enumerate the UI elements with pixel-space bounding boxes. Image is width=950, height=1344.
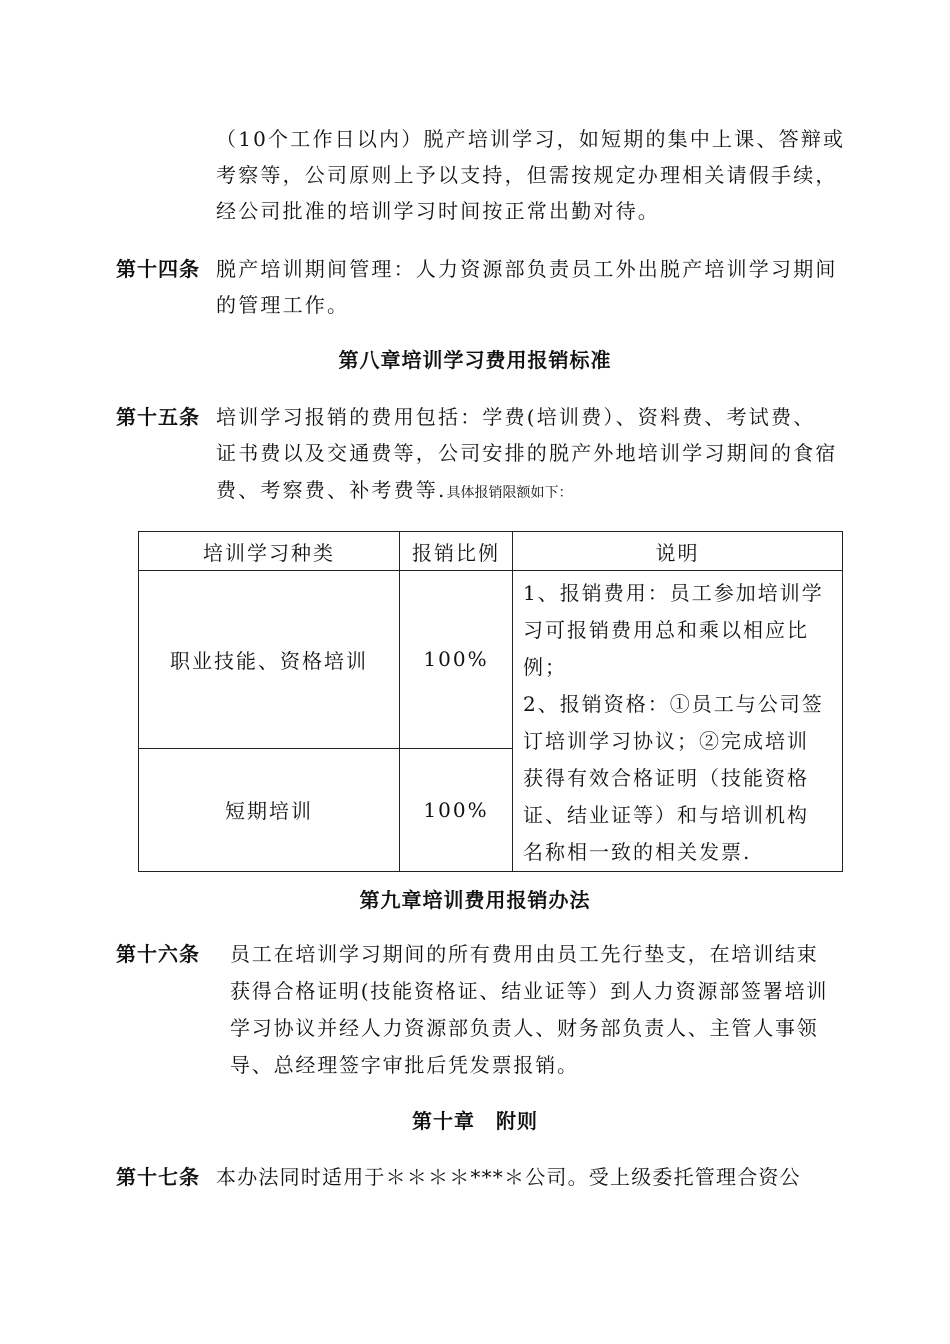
ratio-cell: 100% [400,571,513,749]
chapter-heading: 第十章 附则 [412,1109,538,1133]
note-line: 名称相一致的相关发票. [523,840,752,864]
article-line-text: 费、考察费、补考费等. [216,478,447,502]
note-line: 订培训学习协议；②完成培训 [523,729,809,753]
article-label: 第十七条 [116,1165,200,1189]
training-type-cell: 职业技能、资格培训 [139,571,400,749]
table-row [139,571,843,749]
reimbursement-table [138,531,843,872]
training-type-cell: 短期培训 [139,748,400,871]
note-line: 例； [523,655,567,679]
article-line [216,478,573,505]
article-line: 学习协议并经人力资源部负责人、财务部负责人、主管人事领 [230,1016,819,1040]
column-header: 说明 [513,532,843,571]
ratio-cell: 100% [400,748,513,871]
article-line: 获得合格证明(技能资格证、结业证等）到人力资源部签署培训 [230,979,829,1003]
article-line: 培训学习报销的费用包括：学费(培训费）、资料费、考试费、 [216,405,816,429]
note-line: 习可报销费用总和乘以相应比 [523,618,809,642]
article-line-small-text: 具体报销限额如下： [446,485,573,501]
table-header-row [139,532,843,571]
article-line: 本办法同时适用于＊＊＊＊***＊公司。受上级委托管理合资公 [216,1165,801,1189]
article-line: 导、总经理签字审批后凭发票报销。 [230,1053,579,1077]
chapter-heading: 第九章培训费用报销办法 [359,888,591,912]
article-line: 的管理工作。 [216,293,350,317]
article-line: 脱产培训期间管理：人力资源部负责员工外出脱产培训学习期间 [216,257,838,281]
article-label: 第十四条 [116,257,200,281]
article-label: 第十六条 [116,942,200,966]
note-line: 证、结业证等）和与培训机构 [523,803,809,827]
paragraph-line: （10个工作日以内）脱产培训学习，如短期的集中上课、答辩或 [216,127,846,151]
column-header: 培训学习种类 [139,532,400,571]
article-label: 第十五条 [116,405,200,429]
paragraph-line: 考察等，公司原则上予以支持，但需按规定办理相关请假手续， [216,163,838,187]
note-line: 1、报销费用：员工参加培训学 [523,581,824,605]
note-line: 获得有效合格证明（技能资格 [523,766,809,790]
column-header: 报销比例 [400,532,513,571]
article-line: 证书费以及交通费等，公司安排的脱产外地培训学习期间的食宿 [216,441,838,465]
note-line: 2、报销资格：①员工与公司签 [523,692,824,716]
article-line: 员工在培训学习期间的所有费用由员工先行垫支，在培训结束 [230,942,819,966]
paragraph-line: 经公司批准的培训学习时间按正常出勤对待。 [216,199,660,223]
note-cell [513,571,843,872]
chapter-heading: 第八章培训学习费用报销标准 [338,348,612,372]
